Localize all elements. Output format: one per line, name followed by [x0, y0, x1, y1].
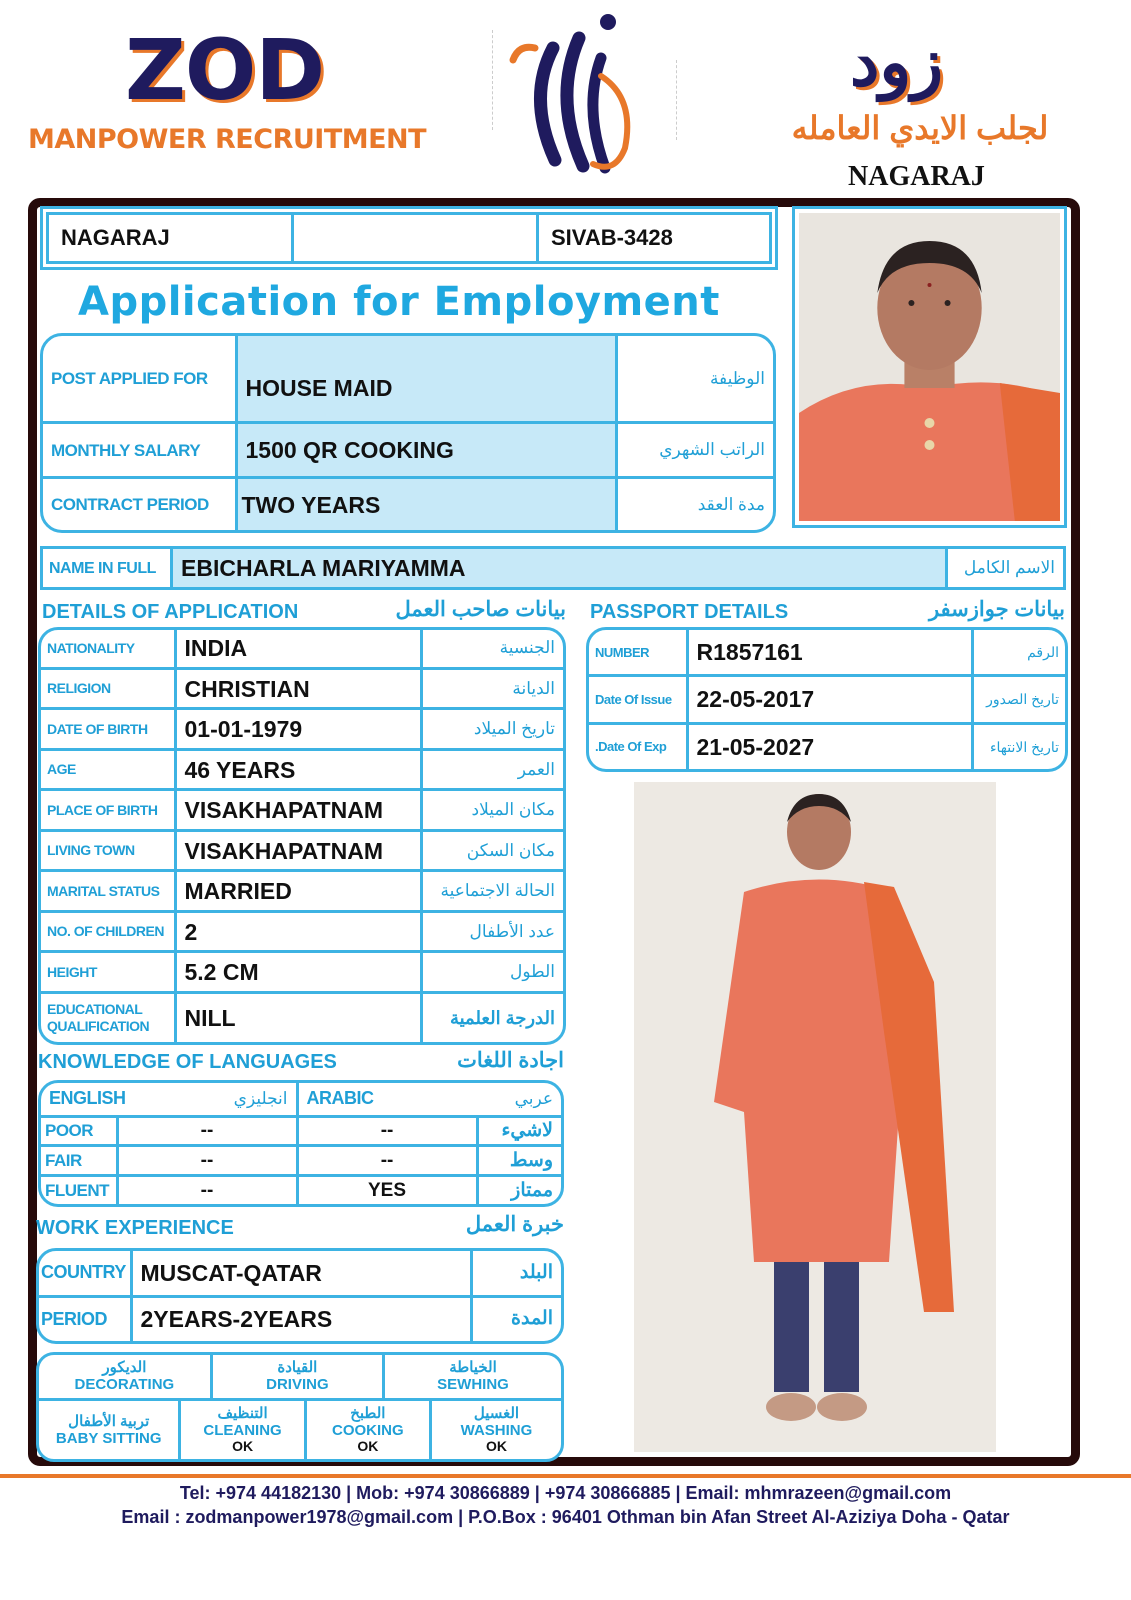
experience-value: 2YEARS-2YEARS: [131, 1296, 471, 1341]
skill-cell: [430, 1401, 561, 1459]
details-label-ar: مكان السكن: [421, 830, 563, 871]
reference-box: [40, 206, 778, 270]
details-value: INDIA: [175, 630, 421, 668]
details-value: VISAKHAPATNAM: [175, 830, 421, 871]
experience-label: PERIOD: [39, 1296, 131, 1341]
skill-label: CLEANING: [203, 1422, 282, 1439]
details-value: NILL: [175, 992, 421, 1042]
skills-row: [39, 1401, 561, 1459]
details-heading: DETAILS OF APPLICATION: [42, 601, 299, 623]
job-row: [43, 478, 773, 530]
details-row: [41, 668, 563, 709]
experience-row: [39, 1296, 561, 1341]
skill-label-ar: القيادة: [277, 1359, 318, 1376]
languages-heading: KNOWLEDGE OF LANGUAGES: [38, 1051, 337, 1073]
details-row: [41, 709, 563, 750]
details-label: RELIGION: [41, 668, 175, 709]
full-name-row: [40, 546, 1066, 590]
details-value: 01-01-1979: [175, 709, 421, 750]
language-english-header: [41, 1083, 297, 1116]
skill-ok-mark: OK: [357, 1438, 379, 1454]
details-label: DATE OF BIRTH: [41, 709, 175, 750]
brand-tagline-en: MANPOWER RECRUITMENT: [28, 124, 427, 155]
passport-value: 21-05-2027: [687, 723, 972, 769]
portrait-photo: [792, 206, 1067, 528]
full-name-label-ar: الاسم الكامل: [963, 558, 1055, 577]
brand-tagline-ar: لجلب الايدي العامله: [791, 110, 1049, 146]
skill-label: WASHING: [460, 1422, 533, 1439]
divider: [676, 60, 677, 140]
skill-label: COOKING: [332, 1422, 404, 1439]
language-level-ar: ممتاز: [477, 1176, 561, 1204]
details-label: EDUCATIONAL QUALIFICATION: [41, 992, 175, 1042]
language-arabic-value: YES: [297, 1176, 477, 1204]
details-label-ar: الدرجة العلمية: [421, 992, 563, 1042]
language-english-value: --: [117, 1146, 297, 1176]
full-name-value: EBICHARLA MARIYAMMA: [173, 549, 948, 587]
brand-logo-en: ZOD: [125, 21, 325, 119]
passport-label: NUMBER: [589, 630, 687, 676]
experience-label-ar: البلد: [471, 1251, 561, 1296]
company-logo-icon: [505, 8, 635, 178]
job-row: [43, 336, 773, 423]
details-row: [41, 871, 563, 912]
job-label: POST APPLIED FOR: [43, 336, 236, 423]
divider: [492, 30, 493, 130]
languages-table: [38, 1080, 564, 1207]
experience-label: COUNTRY: [39, 1251, 131, 1296]
details-label-ar: الجنسية: [421, 630, 563, 668]
skills-row: [39, 1355, 561, 1400]
details-label: HEIGHT: [41, 952, 175, 993]
language-english-ar: انجليزي: [233, 1088, 288, 1108]
passport-table: [586, 627, 1068, 772]
experience-heading: WORK EXPERIENCE: [36, 1217, 234, 1239]
skill-cell: [211, 1355, 383, 1400]
experience-row: [39, 1251, 561, 1296]
experience-label-ar: المدة: [471, 1296, 561, 1341]
skill-label-ar: التنظيف: [217, 1405, 268, 1422]
reference-agent: NAGARAJ: [49, 215, 294, 261]
footer-contact-line1: Tel: +974 44182130 | Mob: +974 30866889 | +974 30866885 | Email: mhmrazeen@gmail.com: [179, 1483, 952, 1503]
details-row: [41, 992, 563, 1042]
details-label-ar: تاريخ الميلاد: [421, 709, 563, 750]
language-level-row: [41, 1116, 561, 1146]
language-level-row: [41, 1176, 561, 1204]
passport-label-ar: تاريخ الصدور: [972, 676, 1065, 724]
skill-cell: [39, 1355, 211, 1400]
skills-table: [36, 1352, 564, 1462]
passport-value: 22-05-2017: [687, 676, 972, 724]
details-value: 46 YEARS: [175, 749, 421, 790]
details-row: [41, 630, 563, 668]
passport-label: .Date Of Exp: [589, 723, 687, 769]
details-label-ar: مكان الميلاد: [421, 790, 563, 831]
passport-row: [589, 630, 1065, 676]
language-arabic: ARABIC: [306, 1087, 374, 1108]
reference-code: SIVAB-3428: [551, 225, 673, 250]
details-label: LIVING TOWN: [41, 830, 175, 871]
passport-row: [589, 676, 1065, 724]
full-length-photo: [634, 782, 996, 1452]
details-table: [38, 627, 566, 1045]
details-label: MARITAL STATUS: [41, 871, 175, 912]
passport-heading-ar: بيانات جوازسفر: [928, 598, 1065, 621]
experience-table: [36, 1248, 564, 1344]
details-label: PLACE OF BIRTH: [41, 790, 175, 831]
details-label: NATIONALITY: [41, 630, 175, 668]
footer-contact-line2: Email : zodmanpower1978@gmail.com | P.O.Box : 96401 Othman bin Afan Street Al-Aziziya Doha - Qatar: [121, 1507, 1010, 1527]
details-label-ar: الديانة: [421, 668, 563, 709]
details-row: [41, 749, 563, 790]
passport-row: [589, 723, 1065, 769]
language-level-row: [41, 1146, 561, 1176]
language-level: POOR: [41, 1116, 117, 1146]
skill-ok-mark: OK: [485, 1438, 507, 1454]
job-label-ar: الراتب الشهري: [616, 423, 773, 478]
language-english: ENGLISH: [49, 1087, 126, 1108]
details-row: [41, 911, 563, 952]
passport-label-ar: الرقم: [972, 630, 1065, 676]
details-row: [41, 830, 563, 871]
language-level-ar: لاشيء: [477, 1116, 561, 1146]
job-label: MONTHLY SALARY: [43, 423, 236, 478]
skill-label: SEWHING: [437, 1376, 509, 1393]
language-arabic-header: [297, 1083, 561, 1116]
job-label: CONTRACT PERIOD: [43, 478, 236, 530]
skill-cell: [39, 1401, 180, 1459]
details-label: AGE: [41, 749, 175, 790]
details-value: 5.2 CM: [175, 952, 421, 993]
details-row: [41, 952, 563, 993]
skill-label-ar: الخياطة: [449, 1359, 497, 1376]
details-row: [41, 790, 563, 831]
job-value: HOUSE MAID: [236, 336, 616, 423]
details-value: MARRIED: [175, 871, 421, 912]
skill-cell: [305, 1401, 430, 1459]
details-label-ar: الطول: [421, 952, 563, 993]
details-label-ar: العمر: [421, 749, 563, 790]
skill-label-ar: الطبخ: [350, 1405, 386, 1422]
language-english-value: --: [117, 1176, 297, 1204]
job-value: TWO YEARS: [236, 478, 616, 530]
passport-label: Date Of Issue: [589, 676, 687, 724]
details-value: 2: [175, 911, 421, 952]
skill-label: BABY SITTING: [55, 1429, 162, 1447]
job-row: [43, 423, 773, 478]
skill-label-ar: الديكور: [102, 1359, 147, 1376]
passport-value: R1857161: [687, 630, 972, 676]
language-arabic-value: --: [297, 1146, 477, 1176]
reference-middle: [294, 215, 539, 261]
full-name-label: NAME IN FULL: [43, 549, 173, 587]
language-arabic-ar: عربي: [514, 1088, 553, 1108]
language-level: FLUENT: [41, 1176, 117, 1204]
brand-logo-ar: زود: [850, 25, 944, 99]
language-level-ar: وسط: [477, 1146, 561, 1176]
skill-cell: [180, 1401, 305, 1459]
skill-label: DECORATING: [74, 1376, 175, 1393]
details-label-ar: عدد الأطفال: [421, 911, 563, 952]
details-value: VISAKHAPATNAM: [175, 790, 421, 831]
experience-value: MUSCAT-QATAR: [131, 1251, 471, 1296]
passport-heading: PASSPORT DETAILS: [590, 601, 789, 623]
job-table: [40, 333, 776, 533]
job-label-ar: مدة العقد: [616, 478, 773, 530]
language-arabic-value: --: [297, 1116, 477, 1146]
details-heading-ar: بيانات صاحب العمل: [395, 598, 566, 621]
skill-ok-mark: OK: [232, 1438, 254, 1454]
agent-name: NAGARAJ: [848, 161, 985, 192]
experience-heading-ar: خبرة العمل: [465, 1213, 564, 1236]
languages-heading-ar: اجادة اللغات: [457, 1049, 564, 1072]
details-label: NO. OF CHILDREN: [41, 911, 175, 952]
language-english-value: --: [117, 1116, 297, 1146]
skill-label: DRIVING: [266, 1376, 329, 1393]
skill-label-ar: الغسيل: [473, 1405, 520, 1422]
passport-label-ar: تاريخ الانتهاء: [972, 723, 1065, 769]
job-value: 1500 QR COOKING: [236, 423, 616, 478]
skill-cell: [384, 1355, 562, 1400]
language-header-row: [41, 1083, 561, 1116]
job-label-ar: الوظيفة: [616, 336, 773, 423]
language-level: FAIR: [41, 1146, 117, 1176]
footer-divider: [0, 1474, 1131, 1478]
details-value: CHRISTIAN: [175, 668, 421, 709]
skill-label-ar: تربية الأطفال: [68, 1412, 150, 1430]
page-title: Application for Employment: [78, 279, 720, 325]
details-label-ar: الحالة الاجتماعية: [421, 871, 563, 912]
